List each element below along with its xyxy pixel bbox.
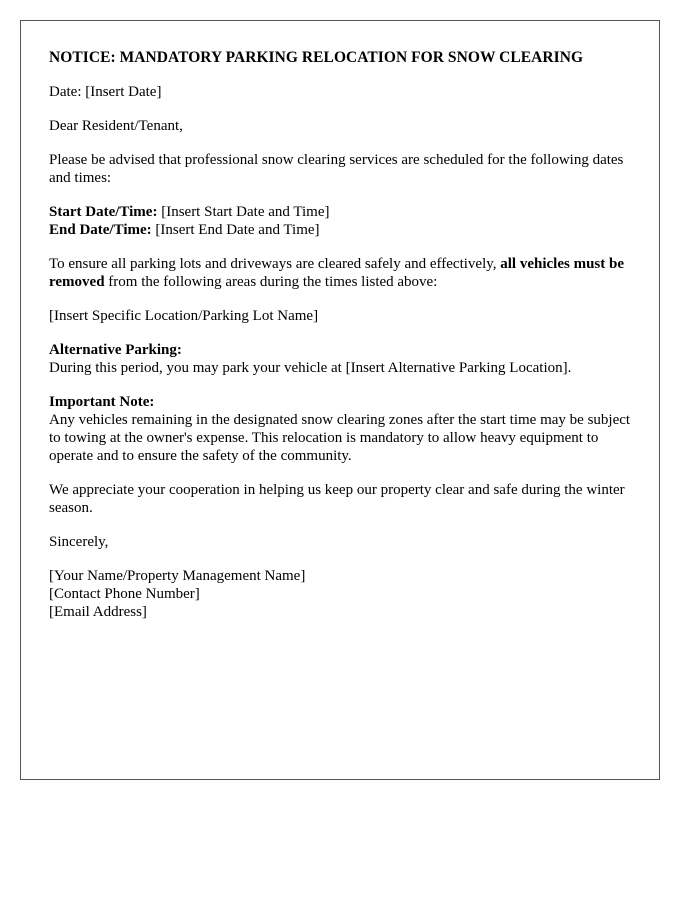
intro-paragraph: Please be advised that professional snow clearing services are scheduled for the following dates and times: bbox=[49, 152, 624, 186]
document-page bbox=[20, 20, 660, 780]
start-datetime-value: [Insert Start Date and Time] bbox=[157, 204, 330, 220]
closing: Sincerely, bbox=[49, 534, 109, 550]
end-datetime-label: End Date/Time: bbox=[49, 222, 152, 238]
end-datetime-value: [Insert End Date and Time] bbox=[151, 222, 320, 238]
signature-email: [Email Address] bbox=[49, 604, 147, 620]
removal-text-post: from the following areas during the times listed above: bbox=[104, 274, 438, 290]
notice-title: NOTICE: MANDATORY PARKING RELOCATION FOR SNOW CLEARING bbox=[49, 49, 584, 66]
important-note-text: Any vehicles remaining in the designated snow clearing zones after the start time may be subject to towing at the owner's expense. This relocation is mandatory to allow heavy equipment to operate and to ensure the safety of the community. bbox=[49, 412, 631, 464]
end-datetime-line bbox=[49, 221, 635, 239]
appreciation-paragraph: We appreciate your cooperation in helping us keep our property clear and safe during the winter season. bbox=[49, 482, 625, 516]
alternative-parking-heading: Alternative Parking: bbox=[49, 342, 182, 358]
removal-paragraph bbox=[49, 255, 635, 291]
signature-block bbox=[49, 567, 635, 621]
document-content bbox=[49, 49, 635, 637]
signature-phone: [Contact Phone Number] bbox=[49, 586, 200, 602]
start-datetime-label: Start Date/Time: bbox=[49, 204, 158, 220]
removal-emphasis: all vehicles must be removed bbox=[49, 256, 625, 290]
start-datetime-line bbox=[49, 203, 635, 221]
salutation: Dear Resident/Tenant, bbox=[49, 118, 183, 134]
alternative-parking-text: During this period, you may park your vehicle at [Insert Alternative Parking Location]. bbox=[49, 360, 572, 376]
schedule-block bbox=[49, 203, 635, 239]
signature-name: [Your Name/Property Management Name] bbox=[49, 568, 306, 584]
removal-text-pre: To ensure all parking lots and driveways are cleared safely and effectively, bbox=[49, 256, 501, 272]
date-line: Date: [Insert Date] bbox=[49, 84, 162, 100]
alternative-parking-section bbox=[49, 341, 635, 377]
important-note-section bbox=[49, 393, 635, 465]
location-placeholder: [Insert Specific Location/Parking Lot Name] bbox=[49, 308, 319, 324]
important-note-heading: Important Note: bbox=[49, 394, 155, 410]
